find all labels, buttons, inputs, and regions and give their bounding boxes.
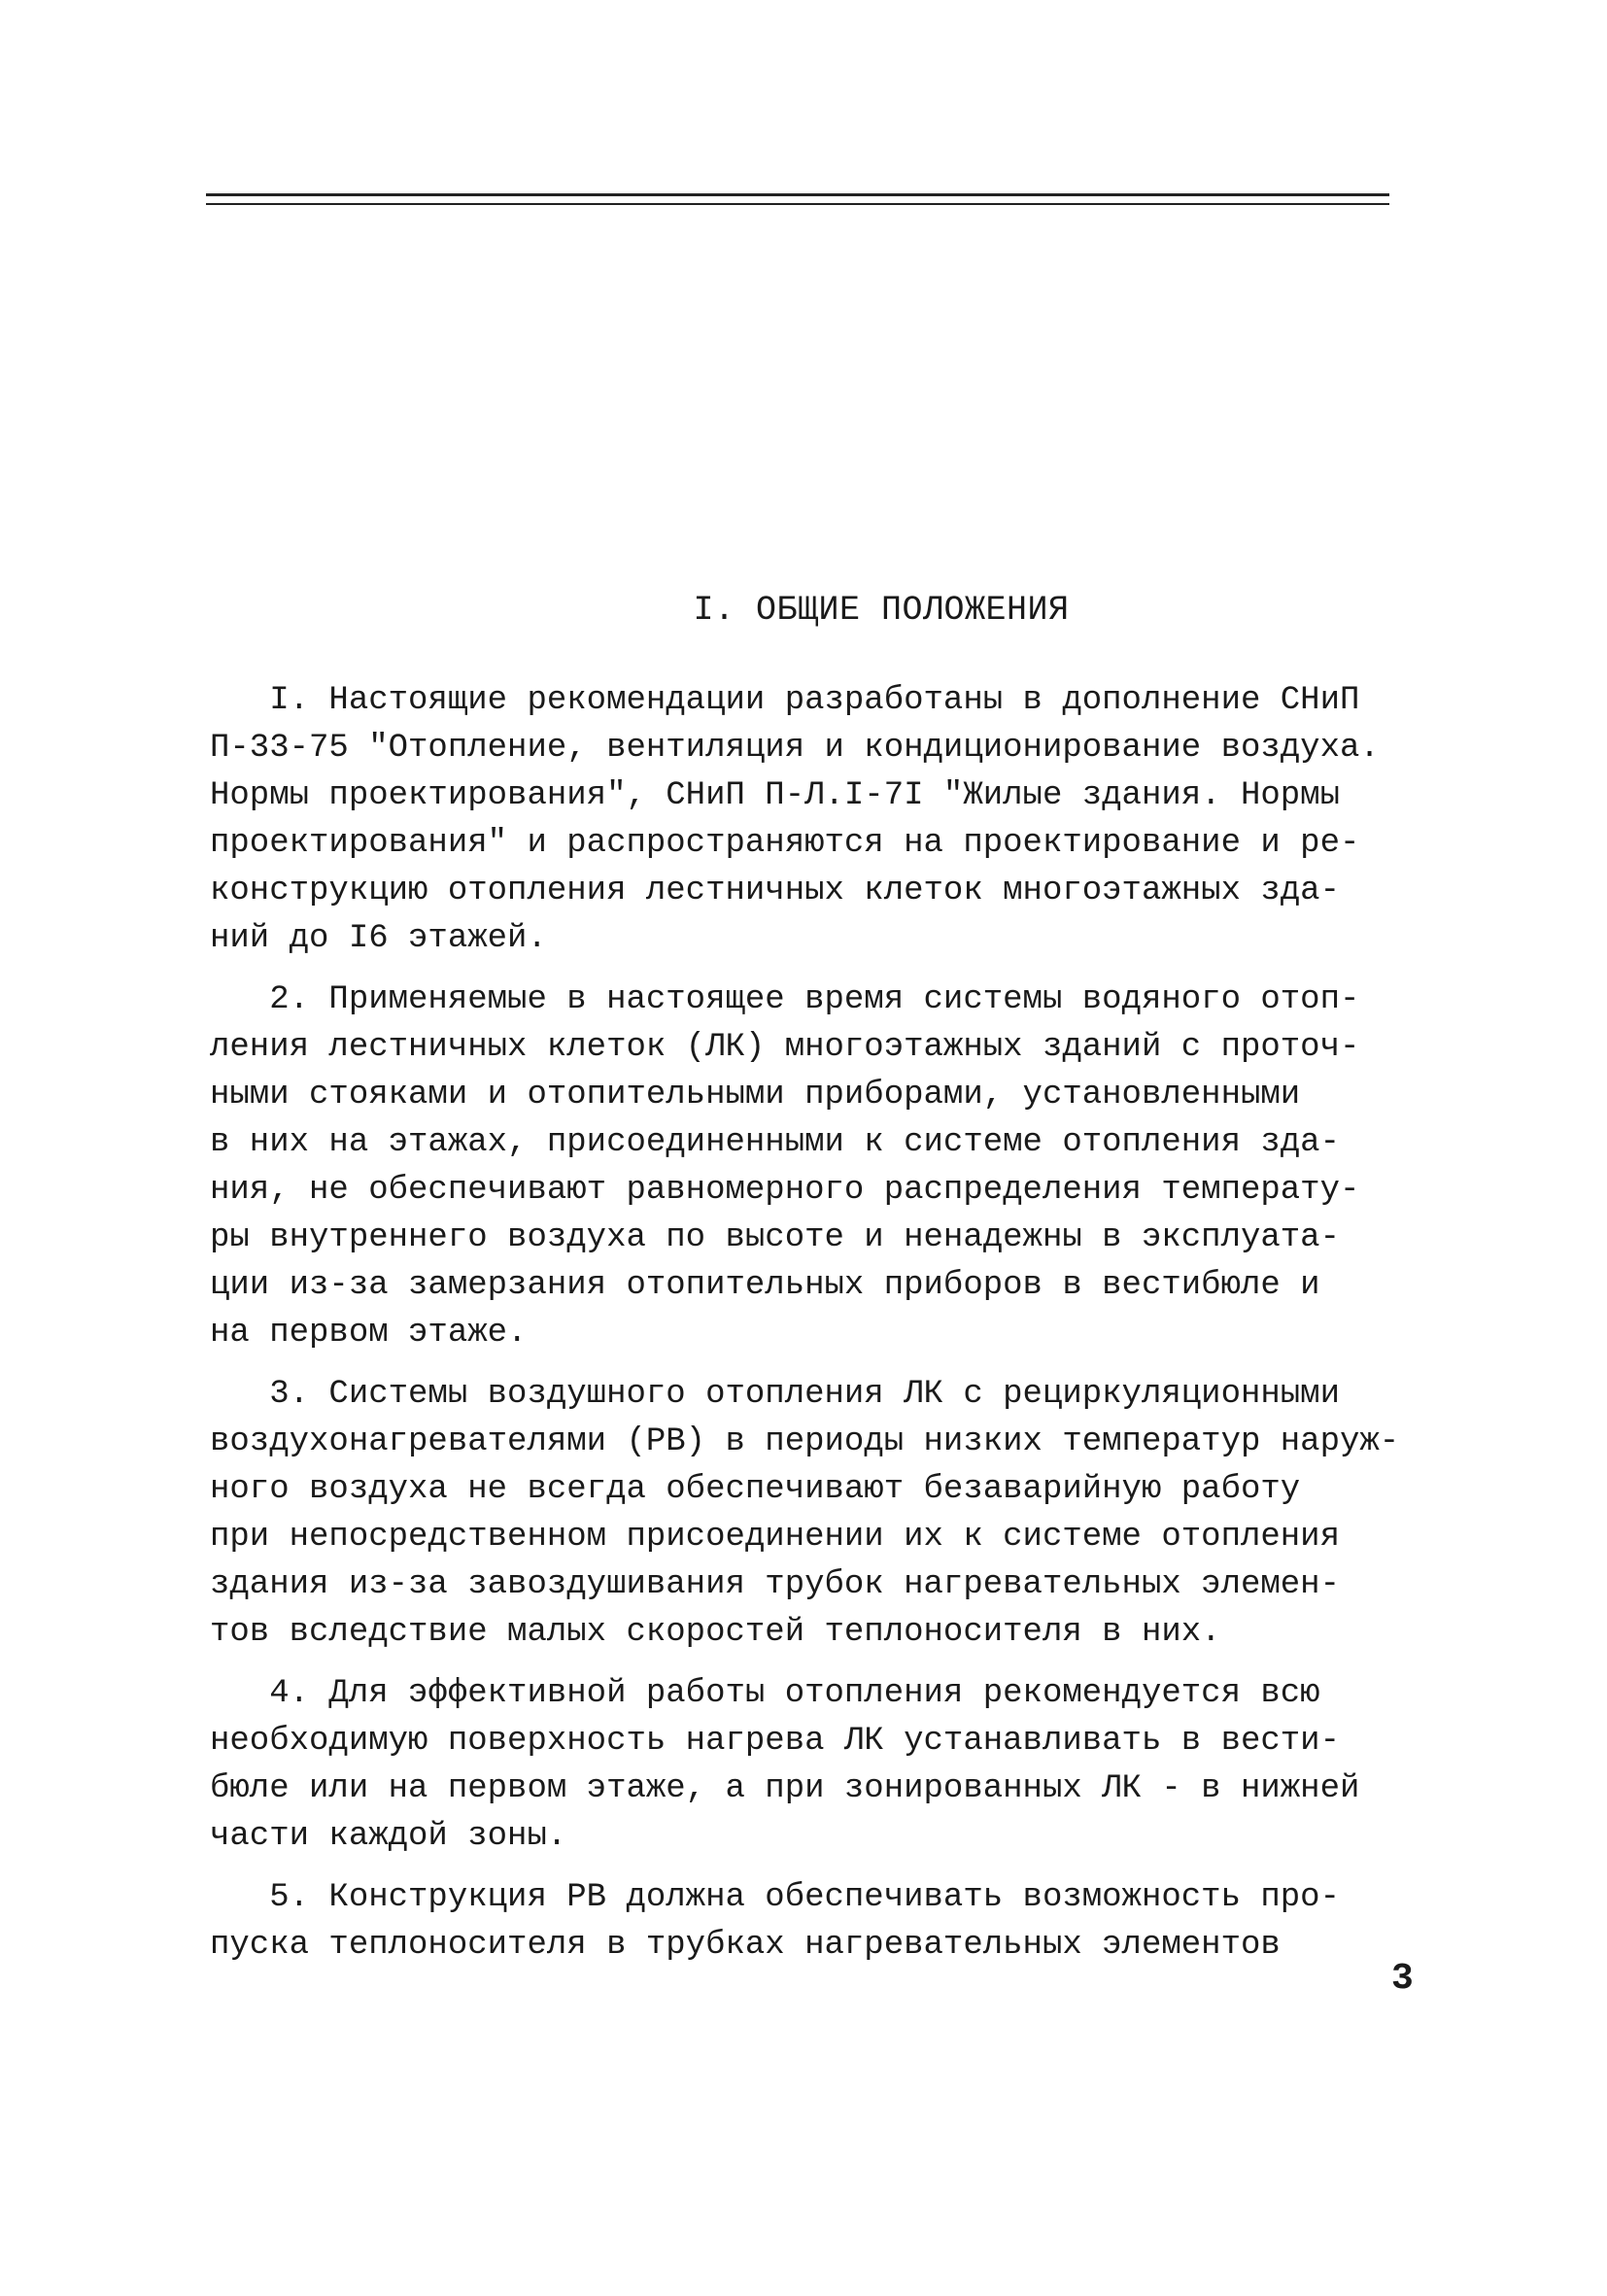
paragraph-gap	[210, 1861, 1415, 1874]
text-line: ного воздуха не всегда обеспечивают безаварийную работу	[210, 1471, 1301, 1508]
text-line: ции из-за замерзания отопительных приборов в вестибюле и	[210, 1267, 1320, 1304]
text-line: ными стояками и отопительными приборами, установленными	[210, 1077, 1301, 1114]
text-line: пуска теплоносителя в трубках нагревательных элементов	[210, 1927, 1281, 1964]
section-heading	[0, 591, 1607, 630]
text-line: здания из-за завоздушивания трубок нагревательных элемен-	[210, 1566, 1340, 1603]
paragraph-2	[210, 977, 1415, 1357]
text-line: ления лестничных клеток (ЛК) многоэтажных зданий с проточ-	[210, 1029, 1360, 1066]
header-rule-top	[206, 193, 1389, 196]
paragraph-gap	[210, 1657, 1415, 1670]
section-heading-text: I. ОБЩИЕ ПОЛОЖЕНИЯ	[693, 591, 1070, 630]
text-line: проектирования" и распространяются на проектирование и ре-	[210, 825, 1360, 862]
paragraph-4	[210, 1670, 1415, 1861]
text-line: 3. Системы воздушного отопления ЛК с рециркуляционными	[210, 1376, 1340, 1413]
paragraph-gap	[210, 1357, 1415, 1371]
text-line: Нормы проектирования", СНиП П-Л.I-7I "Жилые здания. Нормы	[210, 777, 1340, 814]
text-line: тов вследствие малых скоростей теплоносителя в них.	[210, 1614, 1221, 1651]
text-line: части каждой зоны.	[210, 1818, 567, 1855]
text-line: 4. Для эффективной работы отопления рекомендуется всю	[210, 1675, 1320, 1712]
text-line: ры внутреннего воздуха по высоте и ненадежны в эксплуата-	[210, 1219, 1340, 1256]
paragraph-3	[210, 1371, 1415, 1657]
body-text	[210, 677, 1415, 1970]
text-line: бюле или на первом этаже, а при зонированных ЛК - в нижней	[210, 1770, 1360, 1807]
header-rule-bottom	[206, 203, 1389, 205]
text-line: I. Настоящие рекомендации разработаны в дополнение СНиП	[210, 682, 1360, 719]
text-line: ния, не обеспечивают равномерного распределения температу-	[210, 1172, 1360, 1209]
text-line: П-33-75 "Отопление, вентиляция и кондиционирование воздуха.	[210, 730, 1380, 767]
text-line: в них на этажах, присоединенными к системе отопления зда-	[210, 1124, 1340, 1161]
paragraph-1	[210, 677, 1415, 963]
text-line: ний до I6 этажей.	[210, 920, 547, 957]
text-line: на первом этаже.	[210, 1315, 528, 1352]
page-number: 3	[1391, 1958, 1414, 2000]
text-line: 2. Применяемые в настоящее время системы водяного отоп-	[210, 981, 1360, 1018]
text-line: 5. Конструкция РВ должна обеспечивать возможность про-	[210, 1879, 1340, 1916]
paragraph-gap	[210, 963, 1415, 977]
paragraph-5	[210, 1874, 1415, 1970]
text-line: необходимую поверхность нагрева ЛК устанавливать в вести-	[210, 1723, 1340, 1760]
text-line: при непосредственном присоединении их к системе отопления	[210, 1519, 1340, 1556]
text-line: воздухонагревателями (РВ) в периоды низких температур наруж-	[210, 1423, 1400, 1460]
text-line: конструкцию отопления лестничных клеток многоэтажных зда-	[210, 873, 1340, 909]
